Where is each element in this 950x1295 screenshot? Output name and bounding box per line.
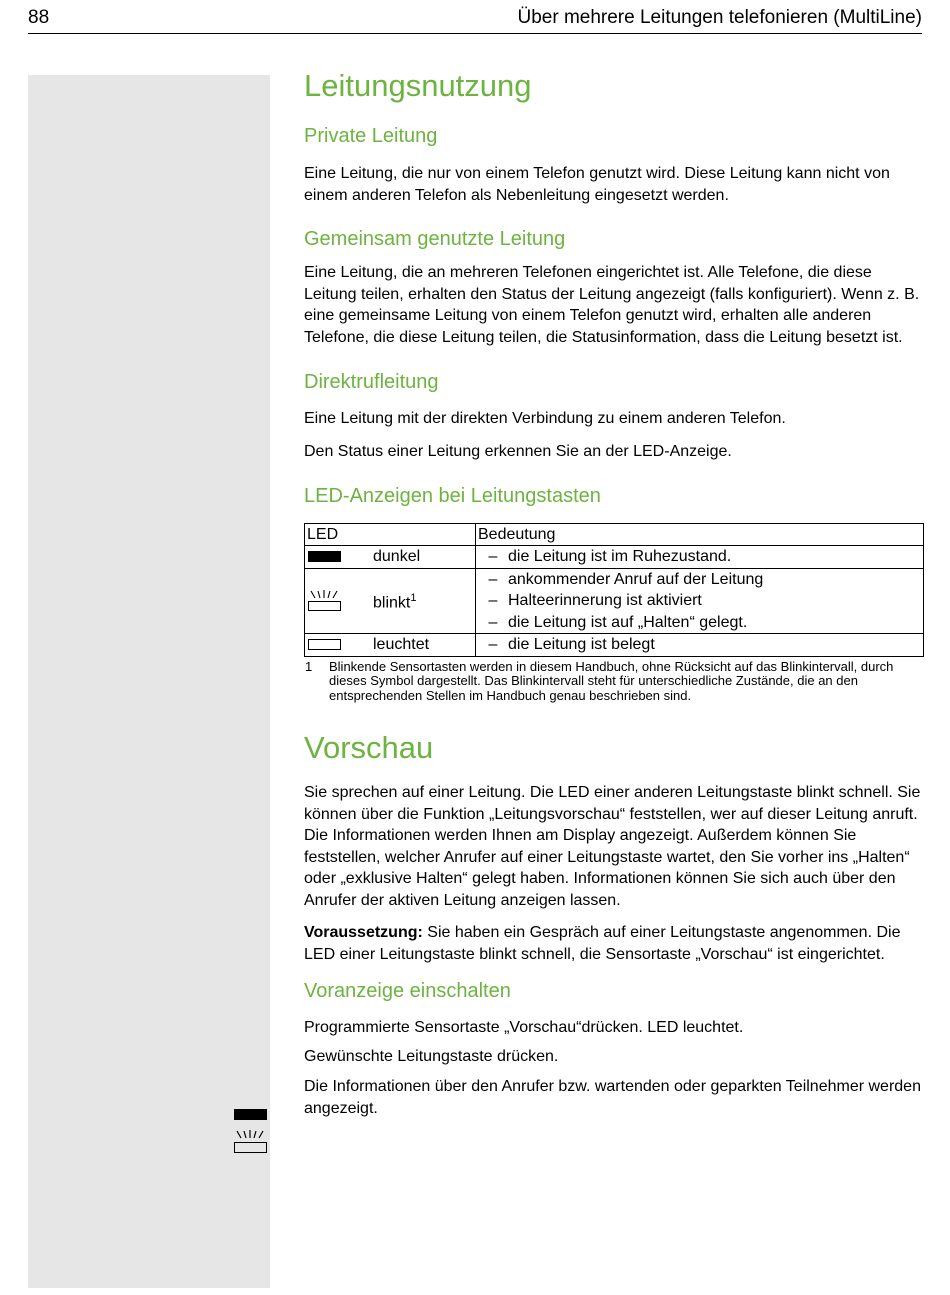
prerequisite-text: Sie haben ein Gespräch auf einer Leitungstaste angenommen. Die LED einer Leitungstaste blinkt schnell, die Sensortaste „Vorschau“ ist eingerichtet. <box>304 924 901 963</box>
footnote-marker: 1 <box>410 591 417 604</box>
side-led-dark-icon <box>234 1109 267 1120</box>
paragraph-preview-intro: Sie sprechen auf einer Leitung. Die LED einer anderen Leitungstaste blinkt schnell. Sie können über die Funktion „Leitungsvorschau“ feststellen, wer auf dieser Leitung anruft. Die Informationen werden Ihnen am Display angezeigt. Außerdem können Sie feststellen, welcher Anrufer auf einer Leitungstaste wartet, den Sie vorher ins „Halten“ oder „exklusive Halten“ gelegt haben. Informationen können Sie sich auch über den Anrufer der aktiven Leitung anzeigen lassen. <box>304 784 921 909</box>
paragraph-result: Die Informationen über den Anrufer bzw. wartenden oder geparkten Teilnehmer werden angezeigt. <box>304 1078 921 1117</box>
paragraph-private-line: Eine Leitung, die nur von einem Telefon genutzt wird. Diese Leitung kann nicht von einem anderen Telefon als Nebenleitung eingesetzt werden. <box>304 165 890 204</box>
heading-enable-preview: Voranzeige einschalten <box>304 980 511 1002</box>
footnote-text: Blinkende Sensortasten werden in diesem Handbuch, ohne Rücksicht auf das Blinkintervall, durch dieses Symbol dargestellt. Das Blinkintervall steht für unterschiedliche Zustände, die an den entsprechenden Stellen im Handbuch genau beschrieben sind. <box>329 658 894 703</box>
section-title-vorschau: Vorschau <box>304 730 434 765</box>
paragraph-shared-line: Eine Leitung, die an mehreren Telefonen eingerichtet ist. Alle Telefone, die diese Leitung teilen, erhalten den Status der Leitung angezeigt (falls konfiguriert). Wenn z. B. eine gemeinsame Leitung von einem Telefon genutzt wird, erhalten alle anderen Telefone, die diese Leitung teilen, die Statusinformation, dass die Leitung besetzt ist. <box>304 264 920 346</box>
paragraph-prerequisite <box>304 922 924 965</box>
side-margin-panel <box>28 75 270 1288</box>
list-dash: – <box>488 636 498 653</box>
page-number: 88 <box>28 7 50 28</box>
table-row <box>305 546 924 569</box>
paragraph-led-status: Den Status einer Leitung erkennen Sie an der LED-Anzeige. <box>304 442 732 460</box>
meaning-text: die Leitung ist belegt <box>508 636 655 653</box>
heading-shared-line: Gemeinsam genutzte Leitung <box>304 228 566 250</box>
meaning-text: die Leitung ist auf „Halten“ gelegt. <box>508 613 748 631</box>
heading-private-line: Private Leitung <box>304 125 438 147</box>
step-press-preview-key: Programmierte Sensortaste „Vorschau“drücken. LED leuchtet. <box>304 1019 744 1036</box>
header-rule <box>28 33 922 34</box>
section-title-leitungsnutzung: Leitungsnutzung <box>304 68 532 103</box>
paragraph-direct-line: Eine Leitung mit der direkten Verbindung zu einem anderen Telefon. <box>304 410 786 427</box>
step-press-line-key: Gewünschte Leitungstaste drücken. <box>304 1047 559 1065</box>
led-lit-icon <box>308 639 341 650</box>
footnote <box>304 660 924 704</box>
led-dark-icon <box>308 551 341 562</box>
led-state: dunkel <box>371 546 476 569</box>
table-row <box>305 634 924 657</box>
list-dash: – <box>488 592 498 609</box>
meaning-text: die Leitung ist im Ruhezustand. <box>508 548 732 565</box>
col-header-led: LED <box>305 524 476 546</box>
main-content <box>304 64 924 1119</box>
footnote-number: 1 <box>305 658 313 674</box>
led-blinking-icon <box>308 590 342 611</box>
col-header-meaning: Bedeutung <box>476 524 924 546</box>
led-table-header <box>305 524 924 546</box>
chapter-title: Über mehrere Leitungen telefonieren (MultiLine) <box>517 7 922 28</box>
meaning-text: ankommender Anruf auf der Leitung <box>508 570 764 588</box>
led-state: leuchtet <box>371 634 476 657</box>
heading-direct-line: Direktrufleitung <box>304 371 439 393</box>
list-dash: – <box>488 548 498 565</box>
list-dash: – <box>488 613 498 631</box>
list-dash: – <box>488 570 498 588</box>
prerequisite-label: Voraussetzung: <box>304 924 423 941</box>
meaning-text: Halteerinnerung ist aktiviert <box>508 592 702 609</box>
heading-led-displays: LED-Anzeigen bei Leitungstasten <box>304 485 601 507</box>
side-led-blinking-icon <box>233 1130 268 1154</box>
table-row <box>305 568 924 634</box>
led-table <box>304 523 924 657</box>
led-state: blinkt <box>373 594 411 612</box>
